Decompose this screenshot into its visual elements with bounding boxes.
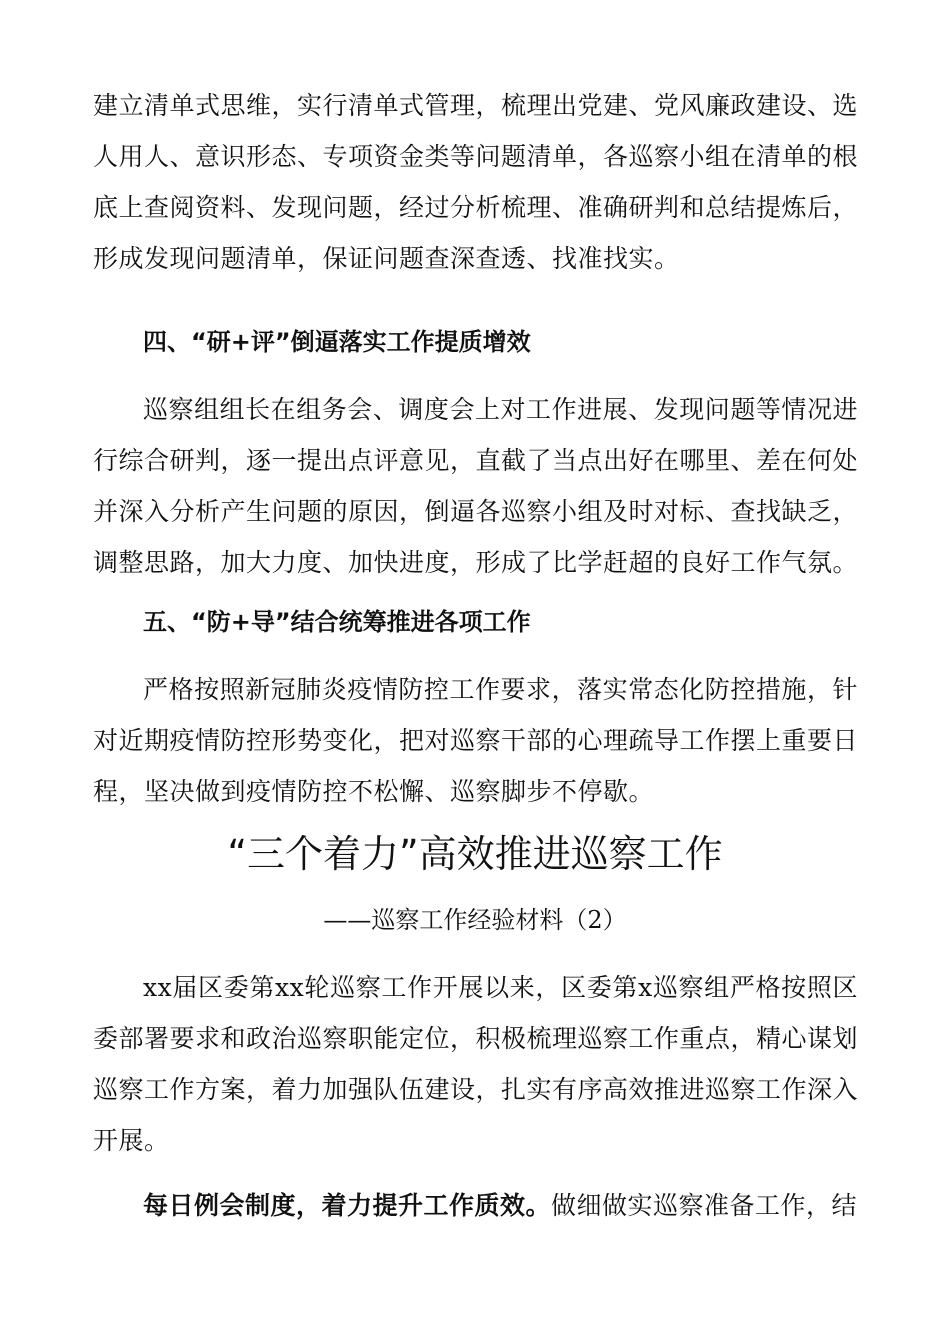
section-five-heading: 五、“防+导”结合统筹推进各项工作 bbox=[143, 608, 531, 636]
section-four-body: 巡察组组长在组务会、调度会上对工作进展、发现问题等情况进行综合研判，逐一提出点评意见，直截了当点出好在哪里、差在何处并深入分析产生问题的原因，倒逼各巡察小组及时对标、查找缺乏，调整思路，加大力度、加快进度，形成了比学赶超的良好工作气氛。 bbox=[93, 395, 859, 577]
section-three-body: 建立清单式思维，实行清单式管理，梳理出党建、党风廉政建设、选人用人、意识形态、专项资金类等问题清单，各巡察小组在清单的根底上查阅资料、发现问题，经过分析梳理、准确研判和总结提炼后，形成发现问题清单，保证问题查深查透、找准找实。 bbox=[93, 91, 859, 273]
section-four-heading: 四、“研+评”倒逼落实工作提质增效 bbox=[143, 328, 531, 356]
point-one-lead: 每日例会制度，着力提升工作质效。 bbox=[143, 1191, 552, 1220]
point-one-paragraph bbox=[93, 1180, 858, 1231]
point-one-body: 做细做实巡察准备工作，结 bbox=[551, 1191, 858, 1220]
section-five-body: 严格按照新冠肺炎疫情防控工作要求，落实常态化防控措施，针对近期疫情防控形势变化，把对巡察干部的心理疏导工作摆上重要日程，坚决做到疫情防控不松懈、巡察脚步不停歇。 bbox=[93, 675, 859, 806]
article-subtitle: ——巡察工作经验材料（2） bbox=[323, 906, 627, 934]
article-title: “三个着力”高效推进巡察工作 bbox=[227, 832, 723, 876]
article-intro: xx届区委第xx轮巡察工作开展以来，区委第x巡察组严格按照区委部署要求和政治巡察职能定位，积极梳理巡察工作重点，精心谋划巡察工作方案，着力加强队伍建设，扎实有序高效推进巡察工作深入开展。 bbox=[93, 973, 859, 1155]
